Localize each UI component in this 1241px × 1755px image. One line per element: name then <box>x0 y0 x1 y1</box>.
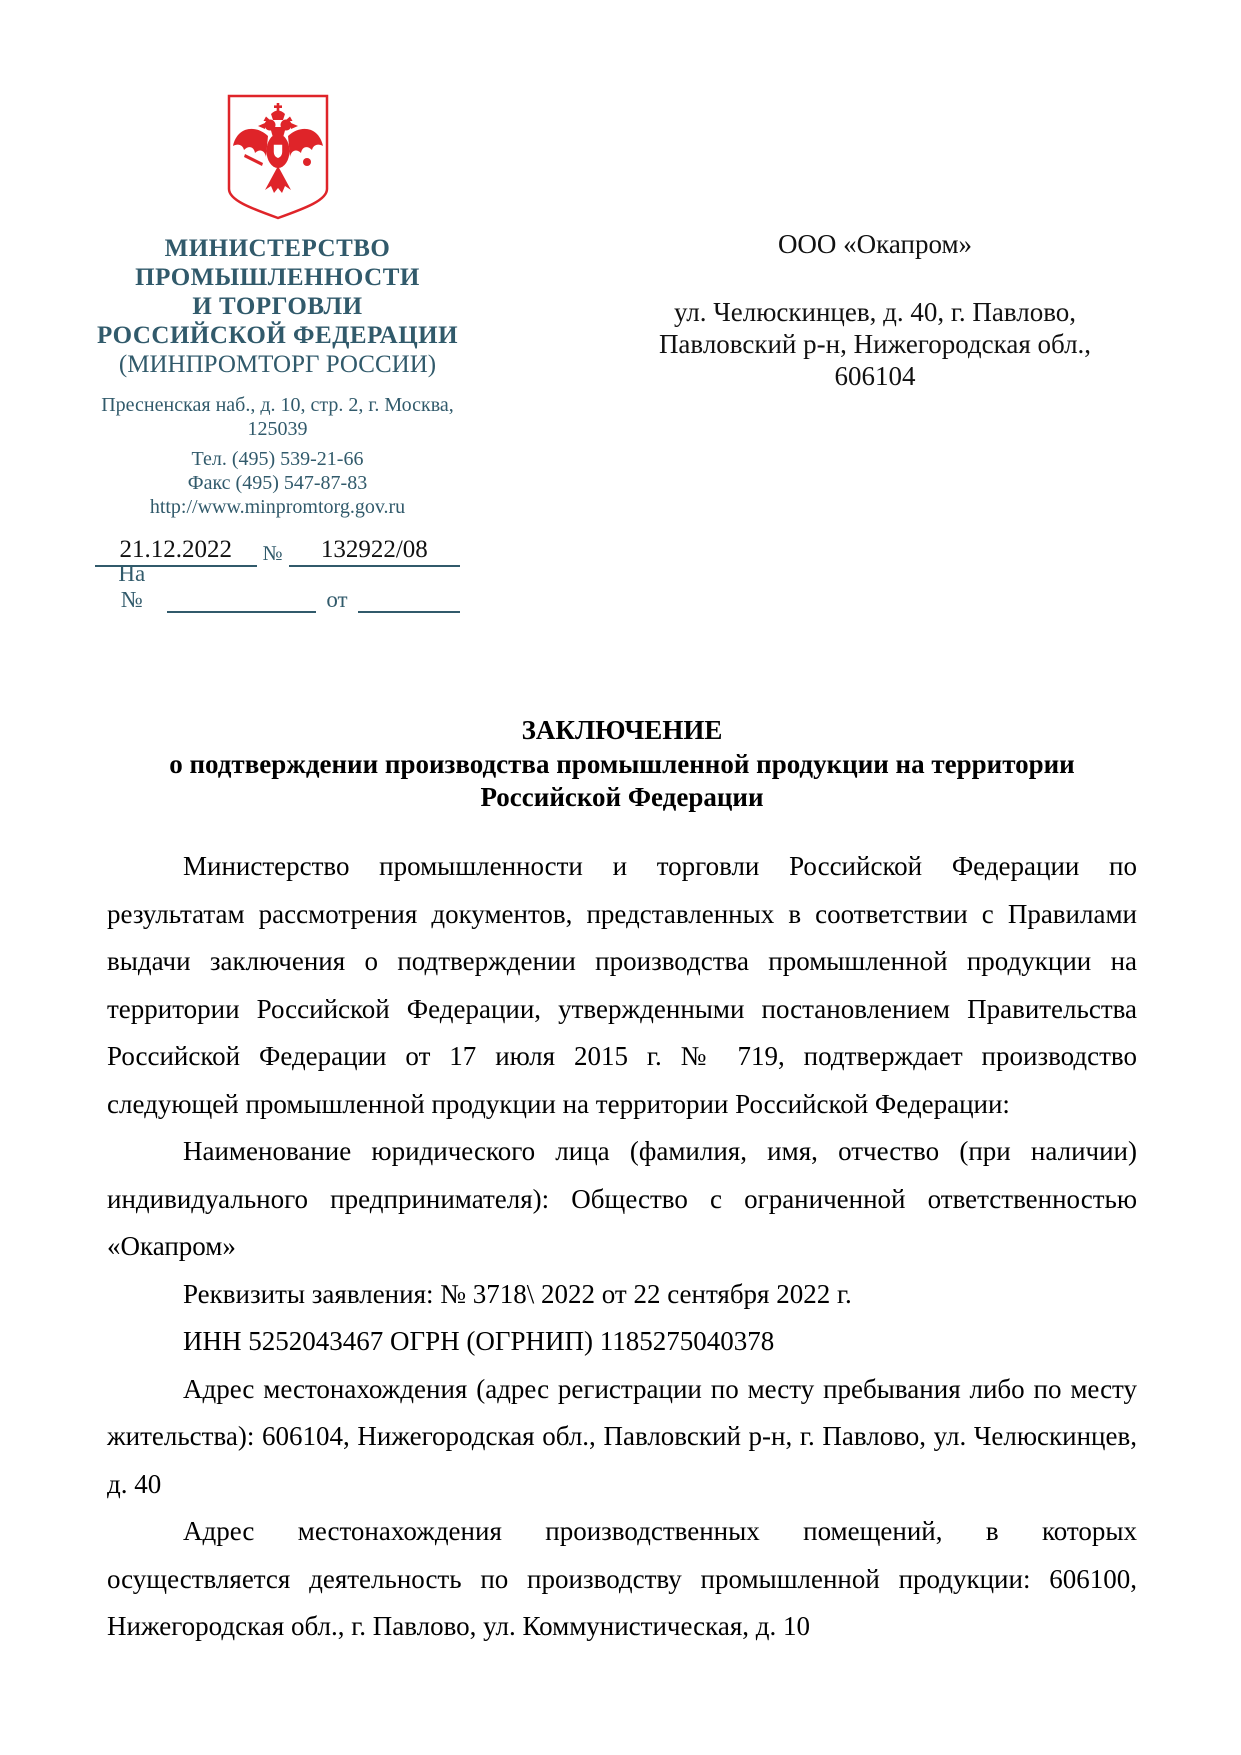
ministry-website: http://www.minpromtorg.gov.ru <box>149 496 406 518</box>
body-paragraph: Наименование юридического лица (фамилия, имя, отчество (при наличии) индивидуального предпринимателя): Общество с ограниченной ответственностью «Окапром» <box>107 1136 1137 1261</box>
incoming-number-label: На № <box>118 561 146 612</box>
document-title-sub: о подтверждении производства промышленной продукции на территории <box>169 748 1075 779</box>
body-paragraph: ИНН 5252043467 ОГРН (ОГРНИП) 1185275040378 <box>183 1326 775 1356</box>
ministry-name <box>95 234 460 350</box>
incoming-date-label: от <box>326 587 348 612</box>
outgoing-date: 21.12.2022 <box>95 536 257 567</box>
body-paragraph: Министерство промышленности и торговли Российской Федерации по результатам рассмотрения документов, представленных в соответствии с Правилами выдачи заключения о подтверждении производства промышленной продукции на территории Российской Федерации, утвержденными постановлением Правительства Российской Федерации от 17 июля 2015 г. № 719, подтверждает производство следующей промышленной продукции на территории Российской Федерации: <box>107 851 1137 1119</box>
coat-of-arms-emblem <box>225 92 331 222</box>
number-sign: № <box>262 541 283 565</box>
ministry-short-name: (МИНПРОМТОРГ РОССИИ) <box>118 351 437 378</box>
recipient-address-line: Павловский р-н, Нижегородская обл., <box>658 329 1092 359</box>
body-paragraph: Адрес местонахождения (адрес регистрации по месту пребывания либо по месту жительства): 606104, Нижегородская обл., Павловский р-н, г. Павлово, ул. Челюскинцев, д. 40 <box>107 1373 1137 1499</box>
ministry-name-line: РОССИЙСКОЙ ФЕДЕРАЦИИ <box>96 322 459 349</box>
blank-underline <box>167 589 317 613</box>
document-title-sub: Российской Федерации <box>480 782 764 812</box>
ministry-fax: Факс (495) 547-87-83 <box>187 472 368 494</box>
body-paragraph: Реквизиты заявления: № 3718\ 2022 от 22 сентября 2022 г. <box>183 1278 852 1309</box>
ministry-letterhead <box>95 92 460 613</box>
blank-underline <box>358 589 460 613</box>
document-title <box>107 714 1137 815</box>
ministry-contacts <box>95 447 460 519</box>
ministry-name-line: ПРОМЫШЛЕННОСТИ <box>135 264 420 291</box>
body-paragraph: Адрес местонахождения производственных помещений, в которых осуществляется деятельность по производству промышленной продукции: 606100, Нижегородская обл., г. Павлово, ул. Коммунистическая, д. 10 <box>107 1516 1137 1641</box>
recipient-name: ООО «Окапром» <box>777 229 973 259</box>
recipient-address-line: ул. Челюскинцев, д. 40, г. Павлово, <box>673 297 1077 327</box>
document-body <box>107 843 1137 1651</box>
recipient-address <box>605 296 1145 392</box>
recipient-address-line: 606104 <box>834 361 916 391</box>
ministry-name-line: И ТОРГОВЛИ <box>192 293 363 320</box>
recipient-block <box>605 228 1145 392</box>
ministry-postal-address: Пресненская наб., д. 10, стр. 2, г. Москва, 125039 <box>101 394 454 440</box>
ministry-phone: Тел. (495) 539-21-66 <box>191 448 364 470</box>
outgoing-number: 132922/08 <box>289 536 460 567</box>
incoming-reference-row <box>95 561 460 613</box>
ministry-name-line: МИНИСТЕРСТВО <box>164 235 391 262</box>
document-title-main: ЗАКЛЮЧЕНИЕ <box>521 715 723 745</box>
